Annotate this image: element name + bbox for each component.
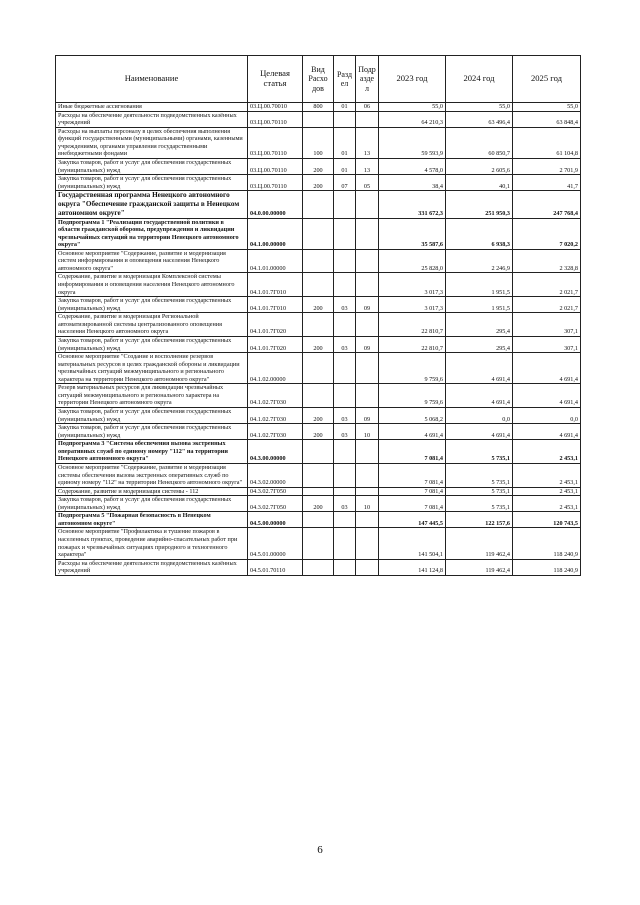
row-code: 04.1.01.00000: [248, 249, 303, 273]
row-podrazdel: 09: [356, 408, 379, 424]
header-razdel: Разд ел: [334, 56, 356, 103]
row-name: Государственная программа Ненецкого автономного округа "Обеспечение гражданской защиты в Ненецком автономном округе": [56, 191, 248, 218]
row-podrazdel: [356, 559, 379, 575]
table-row: [56, 218, 581, 249]
row-name: Иные бюджетные ассигнования: [56, 103, 248, 112]
row-2025: 307,1: [513, 313, 581, 337]
row-vid: [303, 487, 334, 496]
row-code: 04.3.02.00000: [248, 463, 303, 487]
table-row: [56, 408, 581, 424]
budget-table: [55, 55, 581, 576]
row-code: 04.5.00.00000: [248, 512, 303, 528]
row-2023: 59 593,9: [379, 127, 446, 158]
row-code: 04.1.01.7Г010: [248, 273, 303, 297]
row-name: Содержание, развитие и модернизация Региональной автоматизированной системы централизованного оповещения населения Ненецкого автономного округа: [56, 313, 248, 337]
table-row: [56, 273, 581, 297]
table-row: [56, 175, 581, 191]
row-podrazdel: [356, 353, 379, 384]
row-name: Содержание, развитие и модернизация Комплексной системы информирования и оповещения населения Ненецкого автономного округа: [56, 273, 248, 297]
row-2023: 35 587,6: [379, 218, 446, 249]
row-2023: 3 017,3: [379, 273, 446, 297]
row-2024: 295,4: [446, 336, 513, 352]
row-name: Основное мероприятие "Создание и восполнение резервов материальных ресурсов в целях гражданской обороны и ликвидации чрезвычайных ситуаций межмуниципального и регионального характера на территории Ненецкого автономного округа": [56, 353, 248, 384]
row-name: Закупка товаров, работ и услуг для обеспечения государственных (муниципальных) нужд: [56, 297, 248, 313]
row-2023: 147 445,5: [379, 512, 446, 528]
row-2024: 5 735,1: [446, 440, 513, 464]
row-podrazdel: [356, 384, 379, 408]
row-podrazdel: [356, 249, 379, 273]
row-vid: 200: [303, 175, 334, 191]
row-podrazdel: 13: [356, 127, 379, 158]
row-razdel: 03: [334, 297, 356, 313]
row-2025: 4 691,4: [513, 424, 581, 440]
row-name: Закупка товаров, работ и услуг для обеспечения государственных (муниципальных) нужд: [56, 175, 248, 191]
row-podrazdel: [356, 191, 379, 218]
row-2023: 9 759,6: [379, 353, 446, 384]
row-razdel: 03: [334, 336, 356, 352]
row-code: 04.3.00.00000: [248, 440, 303, 464]
row-razdel: [334, 528, 356, 559]
row-vid: [303, 191, 334, 218]
row-2024: 122 157,6: [446, 512, 513, 528]
row-razdel: [334, 384, 356, 408]
row-razdel: [334, 249, 356, 273]
row-vid: [303, 384, 334, 408]
row-2023: 7 081,4: [379, 487, 446, 496]
row-2024: 119 462,4: [446, 528, 513, 559]
row-2023: 7 081,4: [379, 463, 446, 487]
row-2024: 55,0: [446, 103, 513, 112]
row-2023: 25 828,0: [379, 249, 446, 273]
row-2023: 7 081,4: [379, 440, 446, 464]
row-code: 04.1.00.00000: [248, 218, 303, 249]
row-code: 04.0.00.00000: [248, 191, 303, 218]
row-2023: 22 810,7: [379, 336, 446, 352]
table-row: [56, 191, 581, 218]
table-row: [56, 353, 581, 384]
row-2025: 307,1: [513, 336, 581, 352]
row-podrazdel: 10: [356, 496, 379, 512]
row-code: 04.3.02.7Г050: [248, 487, 303, 496]
row-code: 04.1.02.7Г030: [248, 424, 303, 440]
row-2024: 40,1: [446, 175, 513, 191]
header-name: Наименование: [56, 56, 248, 103]
row-code: 04.1.02.7Г030: [248, 384, 303, 408]
table-row: [56, 249, 581, 273]
row-2024: 63 496,4: [446, 111, 513, 127]
row-name: Закупка товаров, работ и услуг для обеспечения государственных (муниципальных) нужд: [56, 336, 248, 352]
row-2025: 63 848,4: [513, 111, 581, 127]
row-2024: 2 605,6: [446, 158, 513, 174]
row-code: 04.1.01.7Г020: [248, 313, 303, 337]
table-row: [56, 384, 581, 408]
row-razdel: [334, 111, 356, 127]
row-razdel: [334, 353, 356, 384]
row-vid: [303, 528, 334, 559]
row-vid: [303, 463, 334, 487]
row-podrazdel: [356, 463, 379, 487]
row-name: Основное мероприятие "Содержание, развитие и модернизация системы обеспечения вызова экстренных оперативных служб по единому номеру "112" на территории Ненецкого автономного округа": [56, 463, 248, 487]
table-row: [56, 111, 581, 127]
header-2023: 2023 год: [379, 56, 446, 103]
table-row: [56, 297, 581, 313]
table-row: [56, 463, 581, 487]
row-vid: 100: [303, 127, 334, 158]
row-2023: 331 672,3: [379, 191, 446, 218]
row-code: 03.Ц.00.70110: [248, 111, 303, 127]
row-razdel: 03: [334, 496, 356, 512]
table-header-row: [56, 56, 581, 103]
row-2024: 295,4: [446, 313, 513, 337]
row-name: Подпрограмма 3 "Система обеспечения вызова экстренных оперативных служб по единому номеру "112" на территории Ненецкого автономного округа": [56, 440, 248, 464]
table-row: [56, 528, 581, 559]
row-razdel: 03: [334, 408, 356, 424]
row-2024: 4 691,4: [446, 353, 513, 384]
row-podrazdel: 09: [356, 297, 379, 313]
row-2023: 64 210,3: [379, 111, 446, 127]
row-2024: 5 735,1: [446, 487, 513, 496]
row-2024: 4 691,4: [446, 384, 513, 408]
row-name: Закупка товаров, работ и услуг для обеспечения государственных (муниципальных) нужд: [56, 158, 248, 174]
row-name: Основное мероприятие "Содержание, развитие и модернизация систем информирования и оповещения населения Ненецкого автономного округа": [56, 249, 248, 273]
row-podrazdel: [356, 111, 379, 127]
row-2023: 4 691,4: [379, 424, 446, 440]
row-vid: 200: [303, 336, 334, 352]
row-vid: 200: [303, 424, 334, 440]
row-code: 03.Ц.00.70110: [248, 127, 303, 158]
row-2025: 55,0: [513, 103, 581, 112]
row-razdel: [334, 440, 356, 464]
row-podrazdel: [356, 528, 379, 559]
row-code: 04.5.01.00000: [248, 528, 303, 559]
row-2023: 4 578,0: [379, 158, 446, 174]
row-2023: 141 124,8: [379, 559, 446, 575]
row-name: Закупка товаров, работ и услуг для обеспечения государственных (муниципальных) нужд: [56, 408, 248, 424]
row-razdel: 07: [334, 175, 356, 191]
row-podrazdel: [356, 218, 379, 249]
table-row: [56, 440, 581, 464]
row-2025: 61 104,8: [513, 127, 581, 158]
row-name: Содержание, развитие и модернизация системы - 112: [56, 487, 248, 496]
row-razdel: [334, 559, 356, 575]
row-2023: 7 081,4: [379, 496, 446, 512]
row-razdel: 03: [334, 424, 356, 440]
table-row: [56, 103, 581, 112]
row-razdel: [334, 191, 356, 218]
row-razdel: [334, 512, 356, 528]
row-vid: [303, 111, 334, 127]
row-2023: 141 504,1: [379, 528, 446, 559]
header-2024: 2024 год: [446, 56, 513, 103]
row-2025: 118 240,9: [513, 528, 581, 559]
header-code: Целевая статья: [248, 56, 303, 103]
row-2025: 247 768,4: [513, 191, 581, 218]
row-2024: 2 246,9: [446, 249, 513, 273]
row-podrazdel: 10: [356, 424, 379, 440]
row-razdel: 01: [334, 158, 356, 174]
row-vid: [303, 512, 334, 528]
row-2025: 2 453,1: [513, 440, 581, 464]
row-vid: 800: [303, 103, 334, 112]
row-2025: 2 021,7: [513, 273, 581, 297]
row-2024: 1 951,5: [446, 297, 513, 313]
row-razdel: [334, 218, 356, 249]
row-2025: 0,0: [513, 408, 581, 424]
table-row: [56, 336, 581, 352]
row-2024: 6 938,3: [446, 218, 513, 249]
row-name: Подпрограмма 1 "Реализация государственной политики в области гражданской обороны, предупреждения и ликвидации чрезвычайных ситуаций на территории Ненецкого автономного округа": [56, 218, 248, 249]
row-vid: [303, 440, 334, 464]
row-2025: 2 453,1: [513, 463, 581, 487]
row-2023: 5 068,2: [379, 408, 446, 424]
row-podrazdel: 06: [356, 103, 379, 112]
row-2025: 2 453,1: [513, 496, 581, 512]
row-2025: 2 021,7: [513, 297, 581, 313]
row-code: 03.Ц.00.70110: [248, 175, 303, 191]
row-2024: 5 735,1: [446, 463, 513, 487]
row-podrazdel: [356, 313, 379, 337]
row-vid: [303, 353, 334, 384]
row-code: 04.1.02.7Г030: [248, 408, 303, 424]
row-2023: 9 759,6: [379, 384, 446, 408]
table-row: [56, 313, 581, 337]
row-name: Расходы на обеспечение деятельности подведомственных казённых учреждений: [56, 559, 248, 575]
row-name: Подпрограмма 5 "Пожарная безопасность в Ненецком автономном округе": [56, 512, 248, 528]
table-row: [56, 496, 581, 512]
row-2024: 251 950,3: [446, 191, 513, 218]
row-2024: 60 850,7: [446, 127, 513, 158]
header-2025: 2025 год: [513, 56, 581, 103]
table-row: [56, 559, 581, 575]
row-vid: 200: [303, 158, 334, 174]
table-row: [56, 127, 581, 158]
table-row: [56, 512, 581, 528]
row-2025: 7 020,2: [513, 218, 581, 249]
row-razdel: 01: [334, 127, 356, 158]
row-vid: 200: [303, 297, 334, 313]
row-2025: 4 691,4: [513, 353, 581, 384]
header-podrazdel: Подр азде л: [356, 56, 379, 103]
row-2025: 41,7: [513, 175, 581, 191]
row-2024: 4 691,4: [446, 424, 513, 440]
table-row: [56, 158, 581, 174]
row-vid: [303, 249, 334, 273]
row-podrazdel: 09: [356, 336, 379, 352]
row-2025: 120 743,5: [513, 512, 581, 528]
row-2025: 2 328,8: [513, 249, 581, 273]
table-row: [56, 487, 581, 496]
row-razdel: 01: [334, 103, 356, 112]
row-vid: [303, 559, 334, 575]
row-razdel: [334, 487, 356, 496]
row-code: 04.1.01.7Г010: [248, 297, 303, 313]
row-2024: 5 735,1: [446, 496, 513, 512]
row-code: 03.Ц.00.70110: [248, 158, 303, 174]
row-podrazdel: 05: [356, 175, 379, 191]
row-2025: 4 691,4: [513, 384, 581, 408]
row-vid: 200: [303, 408, 334, 424]
row-name: Закупка товаров, работ и услуг для обеспечения государственных (муниципальных) нужд: [56, 424, 248, 440]
row-podrazdel: [356, 273, 379, 297]
row-2024: 1 951,5: [446, 273, 513, 297]
row-2023: 3 017,3: [379, 297, 446, 313]
row-2023: 55,0: [379, 103, 446, 112]
row-2023: 22 810,7: [379, 313, 446, 337]
row-razdel: [334, 463, 356, 487]
row-2025: 118 240,9: [513, 559, 581, 575]
row-podrazdel: [356, 487, 379, 496]
page-number: 6: [317, 844, 323, 856]
row-name: Резерв материальных ресурсов для ликвидации чрезвычайных ситуаций межмуниципального и регионального характера на территории Ненецкого автономного округа: [56, 384, 248, 408]
row-podrazdel: [356, 512, 379, 528]
row-name: Закупка товаров, работ и услуг для обеспечения государственных (муниципальных) нужд: [56, 496, 248, 512]
row-name: Расходы на выплаты персоналу в целях обеспечения выполнения функций государственными (муниципальными) органами, казенными учреждениями, органами управления государственными внебюджетными фондами: [56, 127, 248, 158]
row-vid: [303, 313, 334, 337]
row-razdel: [334, 313, 356, 337]
row-vid: [303, 218, 334, 249]
row-name: Расходы на обеспечение деятельности подведомственных казённых учреждений: [56, 111, 248, 127]
row-code: 04.1.02.00000: [248, 353, 303, 384]
row-podrazdel: [356, 440, 379, 464]
row-2023: 38,4: [379, 175, 446, 191]
row-2025: 2 453,1: [513, 487, 581, 496]
table-row: [56, 424, 581, 440]
row-code: 04.1.01.7Г020: [248, 336, 303, 352]
row-2025: 2 701,9: [513, 158, 581, 174]
table-body: [56, 103, 581, 576]
row-name: Основное мероприятие "Профилактика и тушение пожаров в населенных пунктах, проведение аварийно-спасательных работ при пожарах и чрезвычайных ситуациях природного и техногенного характера": [56, 528, 248, 559]
header-vid: Вид Расхо дов: [303, 56, 334, 103]
row-2024: 0,0: [446, 408, 513, 424]
row-vid: 200: [303, 496, 334, 512]
row-vid: [303, 273, 334, 297]
row-code: 04.5.01.70110: [248, 559, 303, 575]
row-razdel: [334, 273, 356, 297]
row-2024: 119 462,4: [446, 559, 513, 575]
row-podrazdel: 13: [356, 158, 379, 174]
row-code: 03.Ц.00.70010: [248, 103, 303, 112]
row-code: 04.3.02.7Г050: [248, 496, 303, 512]
